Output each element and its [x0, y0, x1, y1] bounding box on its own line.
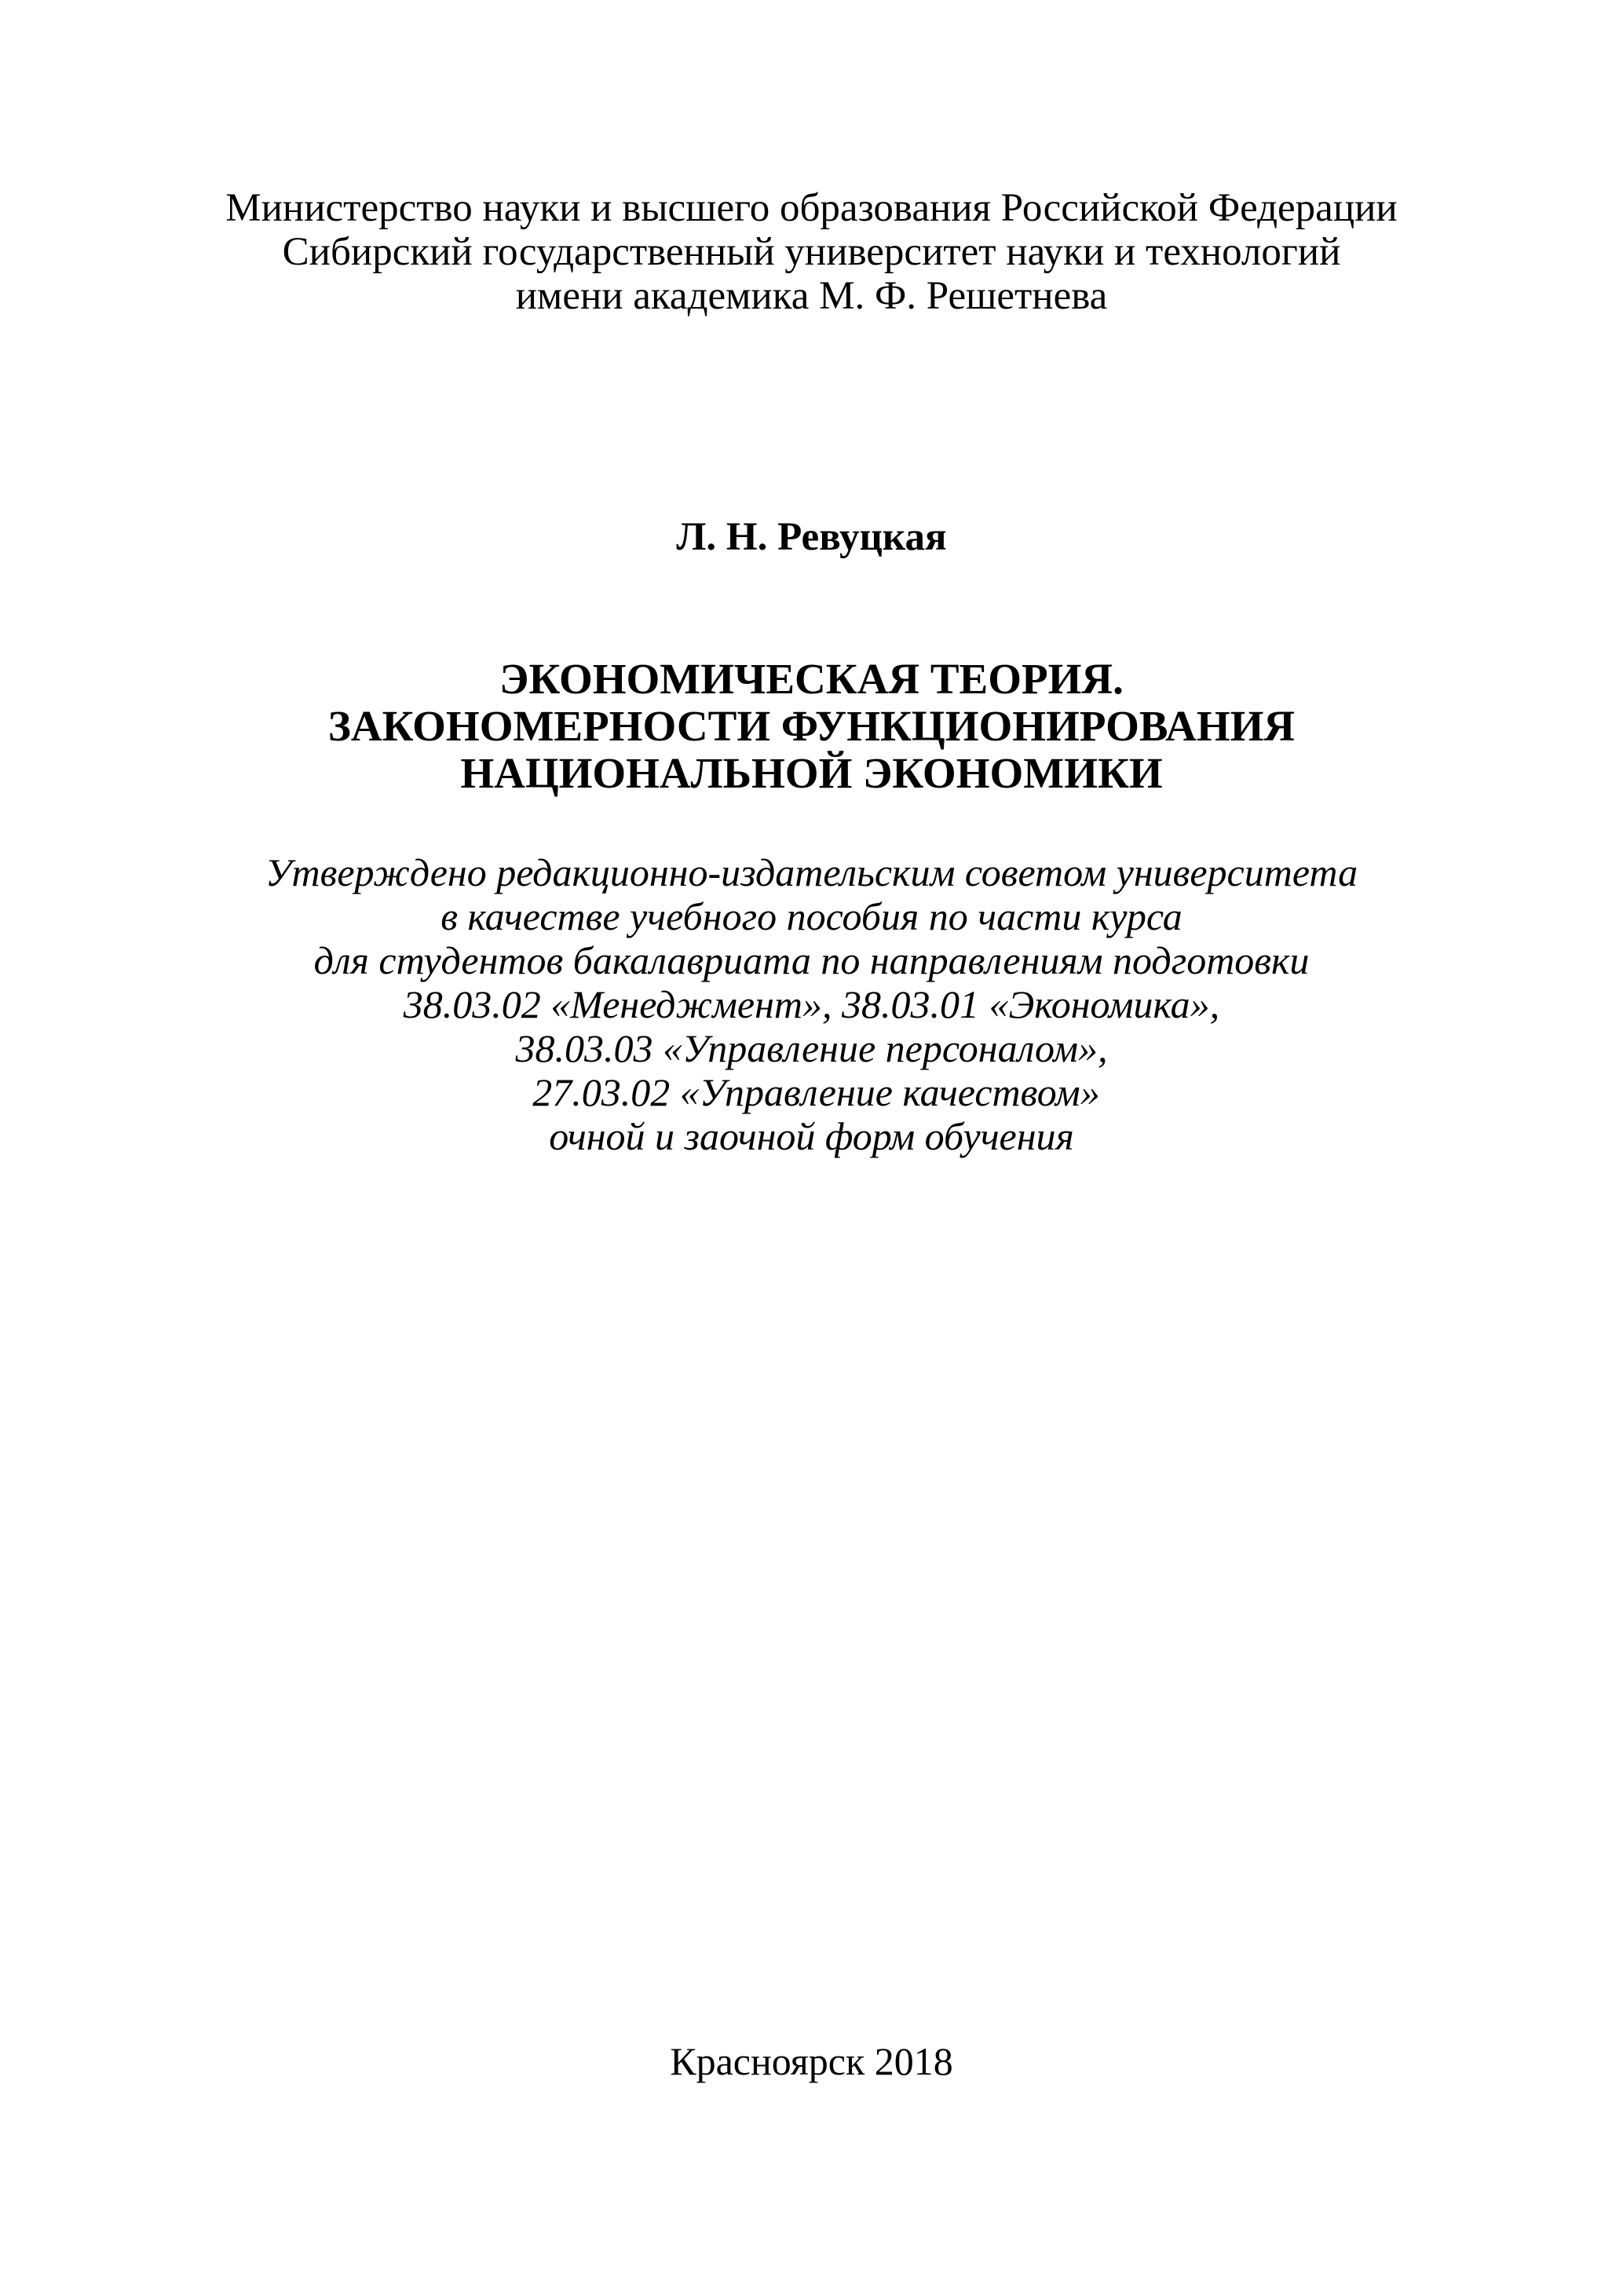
imprint-city-year: Красноярск 2018 — [670, 2039, 953, 2083]
book-title — [0, 656, 1623, 797]
approval-line-1: Утверждено редакционно-издательским советом университета — [265, 850, 1358, 894]
university-name-continued: имени академика М. Ф. Решетнева — [515, 274, 1108, 318]
approval-line-2: в качестве учебного пособия по части курса — [440, 894, 1183, 938]
author-name: Л. Н. Ревуцкая — [676, 515, 947, 559]
institution-header — [0, 186, 1623, 318]
approval-statement — [0, 850, 1623, 1158]
book-title-line-1: ЭКОНОМИЧЕСКАЯ ТЕОРИЯ. — [499, 655, 1124, 703]
approval-line-7: очной и заочной форм обучения — [549, 1114, 1074, 1158]
approval-line-3: для студентов бакалавриата по направлениям подготовки — [313, 938, 1310, 982]
approval-line-6: 27.03.02 «Управление качеством» — [532, 1070, 1100, 1114]
university-name: Сибирский государственный университет науки и технологий — [282, 230, 1341, 274]
book-title-line-2: ЗАКОНОМЕРНОСТИ ФУНКЦИОНИРОВАНИЯ — [327, 702, 1296, 750]
approval-line-4: 38.03.02 «Менеджмент», 38.03.01 «Экономика», — [403, 982, 1220, 1026]
approval-line-5: 38.03.03 «Управление персоналом», — [515, 1026, 1108, 1070]
book-title-line-3: НАЦИОНАЛЬНОЙ ЭКОНОМИКИ — [460, 749, 1163, 797]
ministry-name: Министерство науки и высшего образования Российской Федерации — [225, 186, 1398, 230]
